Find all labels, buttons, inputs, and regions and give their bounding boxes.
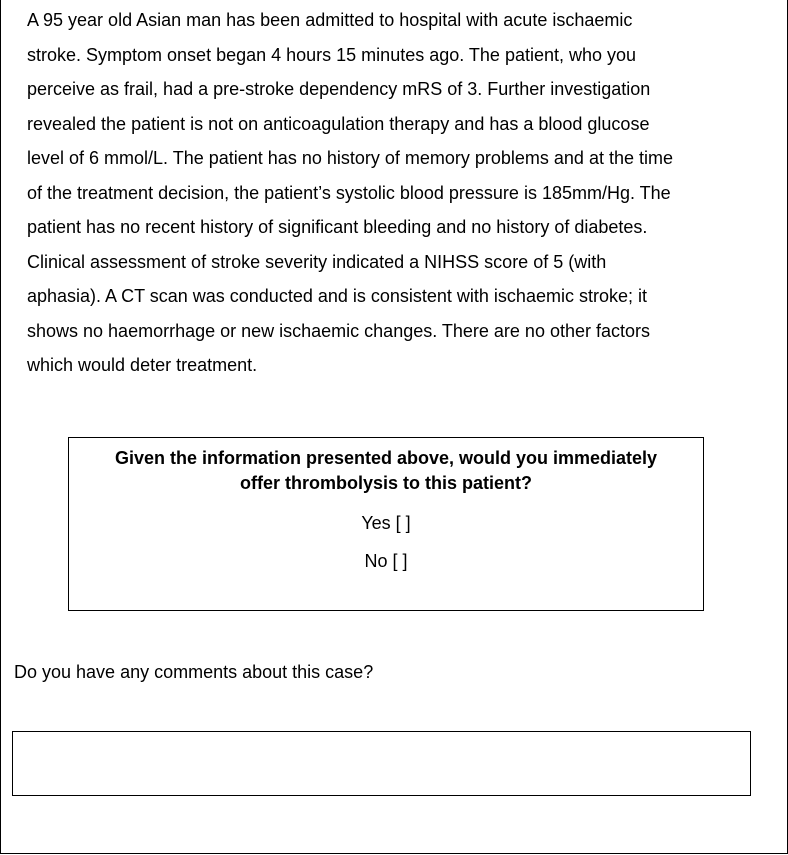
option-no-checkbox[interactable]: No [ ] xyxy=(364,551,408,571)
question-line: Given the information presented above, would you immediately xyxy=(114,448,658,468)
vignette-line: stroke. Symptom onset began 4 hours 15 minutes ago. The patient, who you xyxy=(27,44,637,65)
comments-prompt: Do you have any comments about this case? xyxy=(14,662,374,682)
vignette-line: perceive as frail, had a pre-stroke dependency mRS of 3. Further investigation xyxy=(27,79,651,99)
vignette-line: patient has no recent history of significant bleeding and no history of diabetes. xyxy=(27,217,648,237)
question-line: offer thrombolysis to this patient? xyxy=(239,473,532,493)
vignette-line: which would deter treatment. xyxy=(27,355,258,375)
vignette-line: shows no haemorrhage or new ischaemic changes. There are no other factors xyxy=(27,320,651,341)
question-box xyxy=(68,437,704,611)
vignette-line: Clinical assessment of stroke severity indicated a NIHSS score of 5 (with xyxy=(27,251,607,272)
vignette-line: of the treatment decision, the patient’s systolic blood pressure is 185mm/Hg. The xyxy=(27,182,671,203)
case-vignette xyxy=(27,3,762,383)
vignette-line: level of 6 mmol/L. The patient has no history of memory problems and at the time xyxy=(27,148,673,168)
option-yes-checkbox[interactable]: Yes [ ] xyxy=(361,513,411,533)
vignette-line: aphasia). A CT scan was conducted and is consistent with ischaemic stroke; it xyxy=(27,286,647,306)
question-text xyxy=(69,446,703,496)
vignette-line: revealed the patient is not on anticoagulation therapy and has a blood glucose xyxy=(27,113,650,134)
vignette-line: A 95 year old Asian man has been admitted to hospital with acute ischaemic xyxy=(27,10,633,30)
comments-input[interactable] xyxy=(12,731,751,796)
